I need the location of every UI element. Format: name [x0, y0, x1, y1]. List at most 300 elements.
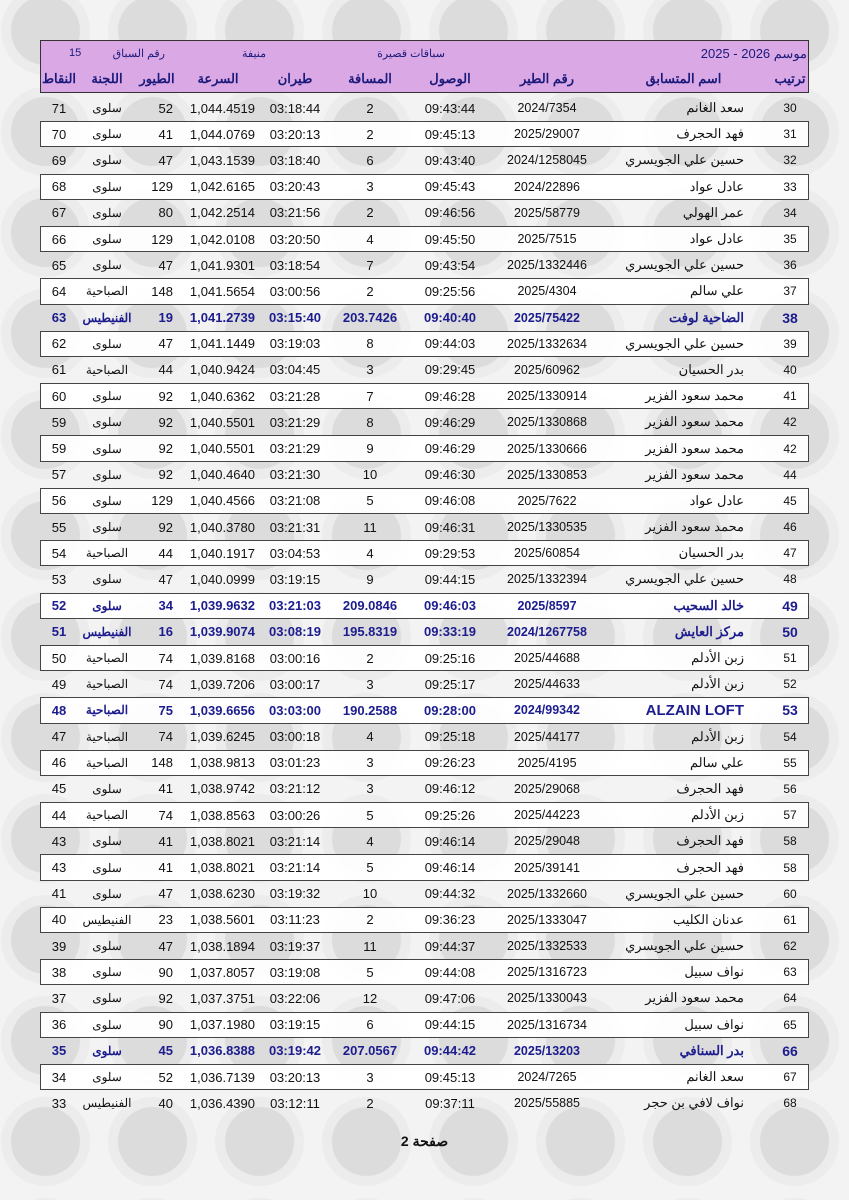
- cell-birds: 92: [158, 990, 173, 1006]
- cell-flight: 03:20:43: [269, 179, 321, 195]
- cell-name: فهد الحجرف: [676, 833, 744, 849]
- cell-points: 65: [51, 257, 67, 273]
- table-row: [40, 802, 809, 828]
- cell-arrival: 09:45:13: [424, 1069, 476, 1085]
- table-row: [40, 828, 809, 854]
- cell-flight: 03:21:03: [268, 598, 322, 614]
- cell-birds: 74: [158, 676, 173, 692]
- race-type: سباقات قصيرة: [377, 48, 445, 60]
- cell-rank: 45: [783, 493, 797, 508]
- cell-committee: سلوى: [92, 101, 122, 116]
- cell-points: 60: [51, 388, 67, 404]
- cell-ring: 2025/75422: [513, 310, 581, 325]
- cell-committee: سلوى: [92, 886, 122, 901]
- cell-name: سعد الغانم: [686, 1069, 744, 1085]
- cell-flight: 03:21:14: [269, 860, 321, 876]
- cell-speed: 1,040.4566: [189, 493, 255, 509]
- cell-arrival: 09:46:31: [424, 519, 476, 535]
- cell-committee: الصباحية: [85, 808, 129, 823]
- cell-arrival: 09:44:15: [424, 1017, 476, 1033]
- cell-flight: 03:03:00: [268, 702, 322, 718]
- cell-arrival: 09:26:23: [424, 755, 476, 771]
- table-row: [40, 645, 809, 671]
- table-row: [40, 1012, 809, 1038]
- cell-committee: سلوى: [92, 1070, 122, 1085]
- cell-rank: 42: [783, 415, 797, 430]
- cell-birds: 34: [158, 598, 173, 614]
- cell-name: محمد سعود الفزير: [645, 414, 744, 430]
- cell-name: فهد الحجرف: [676, 126, 744, 142]
- cell-name: علي سالم: [690, 283, 744, 299]
- cell-points: 40: [51, 912, 67, 928]
- cell-speed: 1,038.9742: [189, 781, 255, 797]
- cell-distance: 8: [366, 336, 374, 352]
- cell-distance: 3: [366, 755, 374, 771]
- cell-points: 62: [51, 336, 67, 352]
- cell-rank: 65: [783, 1017, 797, 1032]
- cell-distance: 5: [366, 807, 374, 823]
- cell-committee: سلوى: [92, 520, 122, 535]
- cell-points: 68: [51, 179, 67, 195]
- cell-ring: 2025/7515: [517, 232, 577, 247]
- cell-flight: 03:19:15: [269, 571, 321, 587]
- cell-name: حسين علي الجويسري: [625, 335, 744, 351]
- cell-arrival: 09:45:50: [424, 231, 476, 247]
- cell-arrival: 09:29:53: [424, 545, 476, 561]
- table-row: [40, 881, 809, 907]
- table-row: [40, 200, 809, 226]
- cell-name: نواف سبيل: [684, 964, 744, 980]
- cell-rank: 31: [783, 127, 797, 142]
- cell-points: 61: [51, 362, 67, 378]
- cell-points: 71: [51, 100, 67, 116]
- cell-name: عادل عواد: [689, 492, 744, 508]
- cell-ring: 2025/60854: [513, 546, 581, 561]
- cell-ring: 2025/1332634: [507, 336, 587, 351]
- cell-points: 47: [51, 729, 67, 745]
- cell-committee: سلوى: [92, 860, 122, 875]
- cell-arrival: 09:36:23: [424, 912, 476, 928]
- cell-rank: 47: [783, 546, 797, 561]
- cell-name: فهد الحجرف: [676, 780, 744, 796]
- cell-flight: 03:19:42: [268, 1043, 322, 1059]
- cell-committee: سلوى: [92, 1017, 122, 1032]
- cell-flight: 03:21:56: [269, 205, 321, 221]
- table-row: [40, 566, 809, 592]
- cell-birds: 47: [158, 336, 173, 352]
- cell-points: 39: [51, 938, 67, 954]
- cell-birds: 74: [158, 807, 173, 823]
- cell-flight: 03:21:14: [269, 833, 321, 849]
- race-location: منيفة: [242, 48, 266, 60]
- cell-rank: 55: [783, 755, 797, 770]
- cell-birds: 40: [158, 1095, 173, 1111]
- table-row: [40, 147, 809, 173]
- cell-points: 64: [51, 283, 67, 299]
- cell-distance: 7: [366, 388, 374, 404]
- cell-committee: الصباحية: [85, 703, 129, 718]
- cell-name: بدر الحسيان: [678, 545, 744, 561]
- cell-speed: 1,042.6165: [189, 179, 255, 195]
- cell-birds: 45: [158, 1043, 173, 1059]
- cell-birds: 41: [158, 126, 173, 142]
- cell-birds: 74: [158, 650, 173, 666]
- cell-rank: 37: [783, 284, 797, 299]
- cell-rank: 36: [783, 258, 797, 273]
- cell-rank: 33: [783, 179, 797, 194]
- cell-name: حسين علي الجويسري: [625, 152, 744, 168]
- cell-ring: 2025/44177: [513, 729, 581, 744]
- cell-ring: 2025/1330853: [507, 467, 587, 482]
- cell-flight: 03:19:08: [269, 964, 321, 980]
- cell-committee: سلوى: [92, 834, 122, 849]
- cell-speed: 1,041.5654: [189, 283, 255, 299]
- table-row: [40, 383, 809, 409]
- cell-ring: 2024/1267758: [507, 624, 587, 639]
- cell-flight: 03:21:31: [269, 519, 321, 535]
- cell-birds: 92: [158, 519, 173, 535]
- table-row: [40, 121, 809, 147]
- cell-name: زبن الأدلم: [691, 650, 744, 666]
- cell-rank: 48: [783, 572, 797, 587]
- cell-committee: سلوى: [92, 965, 122, 980]
- cell-name: سعد الغانم: [686, 100, 744, 116]
- cell-committee: سلوى: [92, 389, 122, 404]
- cell-distance: 203.7426: [342, 310, 398, 326]
- cell-rank: 68: [783, 1096, 797, 1111]
- cell-speed: 1,037.1980: [189, 1017, 255, 1033]
- cell-committee: سلوى: [92, 781, 122, 796]
- cell-points: 59: [51, 441, 67, 457]
- cell-distance: 6: [366, 1017, 374, 1033]
- cell-distance: 10: [362, 886, 378, 902]
- table-row: [40, 750, 809, 776]
- cell-rank: 38: [782, 309, 798, 326]
- cell-speed: 1,036.8388: [189, 1043, 255, 1059]
- cell-flight: 03:20:50: [269, 231, 321, 247]
- cell-distance: 11: [363, 519, 377, 535]
- cell-speed: 1,040.0999: [189, 571, 255, 587]
- cell-points: 52: [51, 598, 67, 614]
- cell-committee: الصباحية: [85, 546, 129, 561]
- cell-rank: 66: [782, 1042, 798, 1059]
- cell-distance: 7: [366, 257, 374, 273]
- cell-birds: 92: [158, 388, 173, 404]
- cell-flight: 03:04:45: [269, 362, 321, 378]
- col-birds: الطيور: [139, 70, 175, 86]
- cell-committee: سلوى: [92, 598, 122, 613]
- cell-distance: 4: [366, 729, 374, 745]
- cell-rank: 60: [783, 886, 797, 901]
- col-arrival: الوصول: [429, 70, 471, 86]
- cell-rank: 57: [783, 808, 797, 823]
- cell-name: حسين علي الجويسري: [625, 885, 744, 901]
- cell-birds: 41: [158, 860, 173, 876]
- cell-flight: 03:00:56: [269, 283, 321, 299]
- table-body: [40, 95, 809, 1116]
- cell-arrival: 09:25:18: [424, 729, 476, 745]
- cell-distance: 3: [366, 676, 374, 692]
- cell-committee: الفنيطيس: [82, 310, 132, 325]
- cell-points: 69: [51, 152, 67, 168]
- cell-ring: 2025/1330535: [507, 520, 587, 535]
- cell-distance: 5: [366, 493, 374, 509]
- col-rank: ترتيب: [774, 70, 806, 86]
- cell-rank: 40: [783, 362, 797, 377]
- table-row: [40, 1038, 809, 1064]
- cell-points: 50: [51, 650, 67, 666]
- cell-points: 45: [51, 781, 67, 797]
- cell-birds: 44: [158, 362, 173, 378]
- cell-name: محمد سعود الفزير: [645, 388, 744, 404]
- cell-points: 44: [51, 807, 67, 823]
- cell-committee: سلوى: [92, 258, 122, 273]
- cell-committee: سلوى: [92, 179, 122, 194]
- table-row: [40, 959, 809, 985]
- cell-flight: 03:19:15: [269, 1017, 321, 1033]
- cell-speed: 1,038.1894: [189, 938, 255, 954]
- cell-name: حسين علي الجويسري: [625, 571, 744, 587]
- col-name: اسم المتسابق: [645, 70, 722, 86]
- cell-flight: 03:00:26: [269, 807, 321, 823]
- cell-arrival: 09:37:11: [425, 1095, 475, 1111]
- cell-points: 53: [51, 571, 67, 587]
- cell-speed: 1,038.8021: [189, 860, 255, 876]
- cell-arrival: 09:47:06: [424, 990, 476, 1006]
- cell-arrival: 09:46:12: [424, 781, 476, 797]
- cell-speed: 1,037.3751: [189, 990, 255, 1006]
- cell-arrival: 09:46:14: [424, 833, 476, 849]
- cell-arrival: 09:28:00: [423, 702, 477, 718]
- cell-flight: 03:21:29: [269, 414, 321, 430]
- cell-distance: 9: [366, 571, 374, 587]
- cell-speed: 1,040.6362: [189, 388, 255, 404]
- cell-flight: 03:15:40: [268, 310, 322, 326]
- cell-committee: سلوى: [92, 572, 122, 587]
- cell-flight: 03:22:06: [269, 990, 321, 1006]
- cell-name: زبن الأدلم: [691, 807, 744, 823]
- cell-committee: الصباحية: [85, 284, 129, 299]
- cell-speed: 1,040.1917: [189, 545, 255, 561]
- cell-ring: 2025/1316734: [507, 1017, 587, 1032]
- cell-distance: 209.0846: [342, 598, 398, 614]
- cell-birds: 16: [158, 624, 173, 640]
- cell-committee: الصباحية: [85, 755, 129, 770]
- cell-name: محمد سعود الفزير: [645, 990, 744, 1006]
- cell-distance: 2: [366, 126, 374, 142]
- cell-distance: 10: [362, 467, 378, 483]
- cell-birds: 41: [158, 781, 173, 797]
- cell-flight: 03:19:37: [269, 938, 321, 954]
- cell-distance: 5: [366, 964, 374, 980]
- cell-flight: 03:21:30: [269, 467, 321, 483]
- cell-ring: 2025/7622: [517, 493, 577, 508]
- cell-rank: 35: [783, 232, 797, 247]
- cell-ring: 2025/1332660: [507, 886, 587, 901]
- cell-birds: 75: [158, 702, 173, 718]
- cell-arrival: 09:44:37: [424, 938, 476, 954]
- cell-birds: 52: [158, 100, 173, 116]
- cell-distance: 2: [366, 912, 374, 928]
- cell-committee: سلوى: [92, 232, 122, 247]
- cell-rank: 54: [783, 729, 797, 744]
- cell-speed: 1,041.2739: [189, 310, 255, 326]
- cell-name: محمد سعود الفزير: [645, 440, 744, 456]
- cell-distance: 3: [366, 781, 374, 797]
- cell-points: 70: [51, 126, 67, 142]
- cell-distance: 2: [366, 100, 374, 116]
- cell-flight: 03:12:11: [270, 1095, 320, 1111]
- table-row: [40, 357, 809, 383]
- cell-flight: 03:18:54: [269, 257, 321, 273]
- column-headers: [41, 66, 808, 91]
- table-row: [40, 226, 809, 252]
- table-row: [40, 409, 809, 435]
- cell-arrival: 09:43:40: [424, 152, 476, 168]
- cell-ring: 2025/44633: [513, 677, 581, 692]
- cell-arrival: 09:46:08: [424, 493, 476, 509]
- cell-points: 67: [51, 205, 67, 221]
- cell-committee: الفنيطيس: [82, 912, 132, 927]
- cell-distance: 2: [366, 283, 374, 299]
- cell-flight: 03:00:18: [269, 729, 321, 745]
- cell-ring: 2025/44223: [513, 808, 581, 823]
- cell-rank: 49: [782, 597, 798, 614]
- col-ring: رقم الطير: [519, 70, 575, 86]
- cell-points: 43: [51, 833, 67, 849]
- cell-arrival: 09:25:56: [424, 283, 476, 299]
- cell-birds: 92: [158, 414, 173, 430]
- col-points: النقاط: [41, 70, 77, 86]
- cell-rank: 62: [783, 939, 797, 954]
- cell-speed: 1,044.4519: [189, 100, 255, 116]
- cell-distance: 2: [366, 650, 374, 666]
- cell-committee: سلوى: [92, 336, 122, 351]
- cell-distance: 4: [366, 545, 374, 561]
- race-info-row: [41, 41, 808, 66]
- cell-rank: 44: [783, 467, 797, 482]
- cell-birds: 92: [158, 467, 173, 483]
- cell-name: الضاحية لوفت: [668, 309, 744, 325]
- cell-arrival: 09:46:03: [423, 598, 477, 614]
- cell-points: 66: [51, 231, 67, 247]
- cell-committee: سلوى: [92, 493, 122, 508]
- cell-flight: 03:08:19: [268, 624, 322, 640]
- cell-birds: 44: [158, 545, 173, 561]
- cell-ring: 2025/4195: [517, 755, 577, 770]
- results-table: [40, 40, 809, 1116]
- cell-committee: سلوى: [92, 205, 122, 220]
- cell-rank: 58: [783, 860, 797, 875]
- cell-points: 55: [51, 519, 67, 535]
- table-row: [40, 95, 809, 121]
- cell-speed: 1,042.2514: [189, 205, 255, 221]
- cell-name: خالد السحيب: [673, 597, 744, 613]
- cell-committee: سلوى: [92, 153, 122, 168]
- cell-points: 57: [51, 467, 67, 483]
- cell-rank: 42: [783, 441, 797, 456]
- cell-distance: 8: [366, 414, 374, 430]
- season-title: موسم 2026 - 2025: [700, 45, 807, 61]
- cell-ring: 2025/1330868: [507, 415, 587, 430]
- cell-arrival: 09:44:08: [424, 964, 476, 980]
- cell-arrival: 09:25:26: [424, 807, 476, 823]
- cell-speed: 1,039.7206: [189, 676, 255, 692]
- cell-rank: 39: [783, 336, 797, 351]
- cell-points: 51: [51, 624, 67, 640]
- cell-name: فهد الحجرف: [676, 859, 744, 875]
- table-row: [40, 1064, 809, 1090]
- table-row: [40, 593, 809, 619]
- cell-points: 59: [51, 414, 67, 430]
- cell-birds: 90: [158, 964, 173, 980]
- cell-speed: 1,038.5601: [189, 912, 255, 928]
- cell-committee: سلوى: [92, 991, 122, 1006]
- col-speed: السرعة: [197, 70, 239, 86]
- table-row: [40, 252, 809, 278]
- cell-rank: 34: [783, 205, 797, 220]
- cell-flight: 03:00:16: [269, 650, 321, 666]
- cell-speed: 1,040.5501: [189, 441, 255, 457]
- cell-birds: 90: [158, 1017, 173, 1033]
- cell-points: 33: [51, 1095, 67, 1111]
- cell-birds: 92: [158, 441, 173, 457]
- cell-distance: 2: [366, 1095, 374, 1111]
- cell-flight: 03:01:23: [269, 755, 321, 771]
- cell-birds: 129: [151, 179, 173, 195]
- cell-points: 38: [51, 964, 67, 980]
- cell-arrival: 09:43:44: [424, 100, 476, 116]
- table-row: [40, 514, 809, 540]
- cell-birds: 41: [158, 833, 173, 849]
- cell-ring: 2025/29068: [513, 781, 581, 796]
- table-row: [40, 462, 809, 488]
- cell-rank: 50: [782, 623, 798, 640]
- table-row: [40, 331, 809, 357]
- cell-points: 35: [51, 1043, 67, 1059]
- cell-ring: 2025/1330043: [507, 991, 587, 1006]
- cell-distance: 9: [366, 441, 374, 457]
- cell-committee: سلوى: [92, 441, 122, 456]
- cell-rank: 41: [783, 389, 797, 404]
- cell-rank: 58: [783, 834, 797, 849]
- cell-speed: 1,044.0769: [189, 126, 255, 142]
- cell-distance: 4: [366, 231, 374, 247]
- cell-distance: 3: [366, 179, 374, 195]
- cell-distance: 207.0567: [342, 1043, 398, 1059]
- table-row: [40, 724, 809, 750]
- table-row: [40, 1090, 809, 1116]
- cell-ring: 2025/39141: [513, 860, 581, 875]
- cell-birds: 74: [158, 729, 173, 745]
- cell-ring: 2025/4304: [517, 284, 577, 299]
- cell-birds: 23: [158, 912, 173, 928]
- cell-name: عمر الهولي: [682, 204, 744, 220]
- col-committee: اللجنة: [91, 70, 123, 86]
- cell-ring: 2025/44688: [513, 651, 581, 666]
- cell-flight: 03:21:28: [269, 388, 321, 404]
- cell-points: 41: [51, 886, 67, 902]
- cell-points: 49: [51, 676, 67, 692]
- cell-birds: 52: [158, 1069, 173, 1085]
- cell-speed: 1,042.0108: [189, 231, 255, 247]
- table-row: [40, 619, 809, 645]
- cell-flight: 03:21:12: [269, 781, 321, 797]
- cell-name: بدر السنافي: [679, 1042, 744, 1058]
- cell-distance: 2: [366, 205, 374, 221]
- cell-birds: 47: [158, 152, 173, 168]
- cell-name: عادل عواد: [689, 178, 744, 194]
